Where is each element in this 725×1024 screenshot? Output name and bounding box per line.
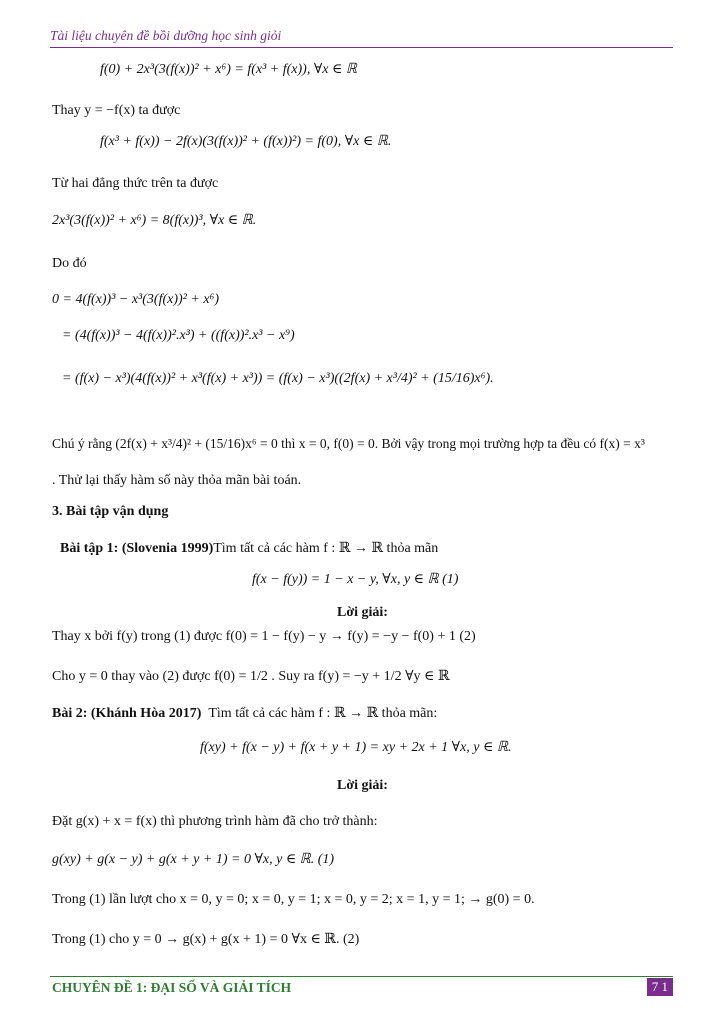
footer-chapter: CHUYÊN ĐỀ 1: ĐẠI SỐ VÀ GIẢI TÍCH: [52, 980, 292, 995]
solution-heading-2: Lời giải:: [337, 778, 388, 793]
equation-6: = (f(x) − x³)(4(f(x))² + x³(f(x) + x³)) = (f(x) − x³)((2f(x) + x³/4)² + (15/16)x⁶).: [62, 371, 494, 386]
text-do-do: Do đó: [52, 256, 87, 271]
text-chu-y: Chú ý rằng (2f(x) + x³/4)² + (15/16)x⁶ = 0 thì x = 0, f(0) = 0. Bởi vậy trong mọi trường hợp ta đều có f(x) = x³: [52, 436, 645, 451]
text-trong-1: Trong (1) lần lượt cho x = 0, y = 0; x = 0, y = 1; x = 0, y = 2; x = 1, y = 1; → g(0) = 0.: [52, 892, 535, 907]
footer-divider: [50, 976, 673, 977]
text-thay-1: Thay y = −f(x) ta được: [52, 103, 181, 118]
exercise-2-equation: f(xy) + f(x − y) + f(x + y + 1) = xy + 2x + 1 ∀x, y ∈ ℝ.: [200, 740, 512, 755]
text-dat: Đặt g(x) + x = f(x) thì phương trình hàm đã cho trở thành:: [52, 814, 378, 829]
exercise-1-text: Tìm tất cả các hàm f : ℝ → ℝ thỏa mãn: [213, 541, 439, 556]
text-thay-2: Thay x bởi f(y) trong (1) được f(0) = 1 − f(y) − y → f(y) = −y − f(0) + 1 (2): [52, 629, 476, 644]
equation-4: 0 = 4(f(x))³ − x³(3(f(x))² + x⁶): [52, 292, 220, 307]
exercise-2-line: [52, 706, 437, 723]
page-number: 7 1: [647, 978, 673, 996]
exercise-2-heading: Bài 2: (Khánh Hòa 2017): [52, 706, 202, 721]
equation-g-1: g(xy) + g(x − y) + g(x + y + 1) = 0 ∀x, y ∈ ℝ. (1): [52, 852, 335, 867]
header-divider: [50, 47, 673, 48]
equation-2: f(x³ + f(x)) − 2f(x)(3(f(x))² + (f(x))²) = f(0), ∀x ∈ ℝ.: [100, 134, 392, 149]
equation-3: 2x³(3(f(x))² + x⁶) = 8(f(x))³, ∀x ∈ ℝ.: [52, 213, 257, 228]
text-cho-1: Cho y = 0 thay vào (2) được f(0) = 1/2 . Suy ra f(y) = −y + 1/2 ∀y ∈ ℝ: [52, 669, 450, 684]
equation-5: = (4(f(x))³ − 4(f(x))².x³) + ((f(x))².x³ − x⁹): [62, 328, 295, 343]
text-thu-lai: . Thử lại thấy hàm số này thỏa mãn bài toán.: [52, 473, 302, 488]
text-tu-hai: Từ hai đẳng thức trên ta được: [52, 176, 219, 191]
exercise-1-heading: Bài tập 1: (Slovenia 1999): [60, 541, 214, 556]
exercise-1-equation: f(x − f(y)) = 1 − x − y, ∀x, y ∈ ℝ (1): [252, 572, 459, 587]
section-3-heading: 3. Bài tập vận dụng: [52, 504, 169, 519]
exercise-2-text: Tìm tất cả các hàm f : ℝ → ℝ thỏa mãn:: [208, 706, 438, 721]
text-trong-2: Trong (1) cho y = 0 → g(x) + g(x + 1) = 0 ∀x ∈ ℝ. (2): [52, 932, 360, 947]
header-title: Tài liệu chuyên đề bồi dưỡng học sinh giỏi: [50, 28, 282, 43]
equation-1: f(0) + 2x³(3(f(x))² + x⁶) = f(x³ + f(x)), ∀x ∈ ℝ: [100, 62, 357, 77]
exercise-1-line: [60, 541, 438, 558]
solution-heading-1: Lời giải:: [337, 605, 388, 620]
